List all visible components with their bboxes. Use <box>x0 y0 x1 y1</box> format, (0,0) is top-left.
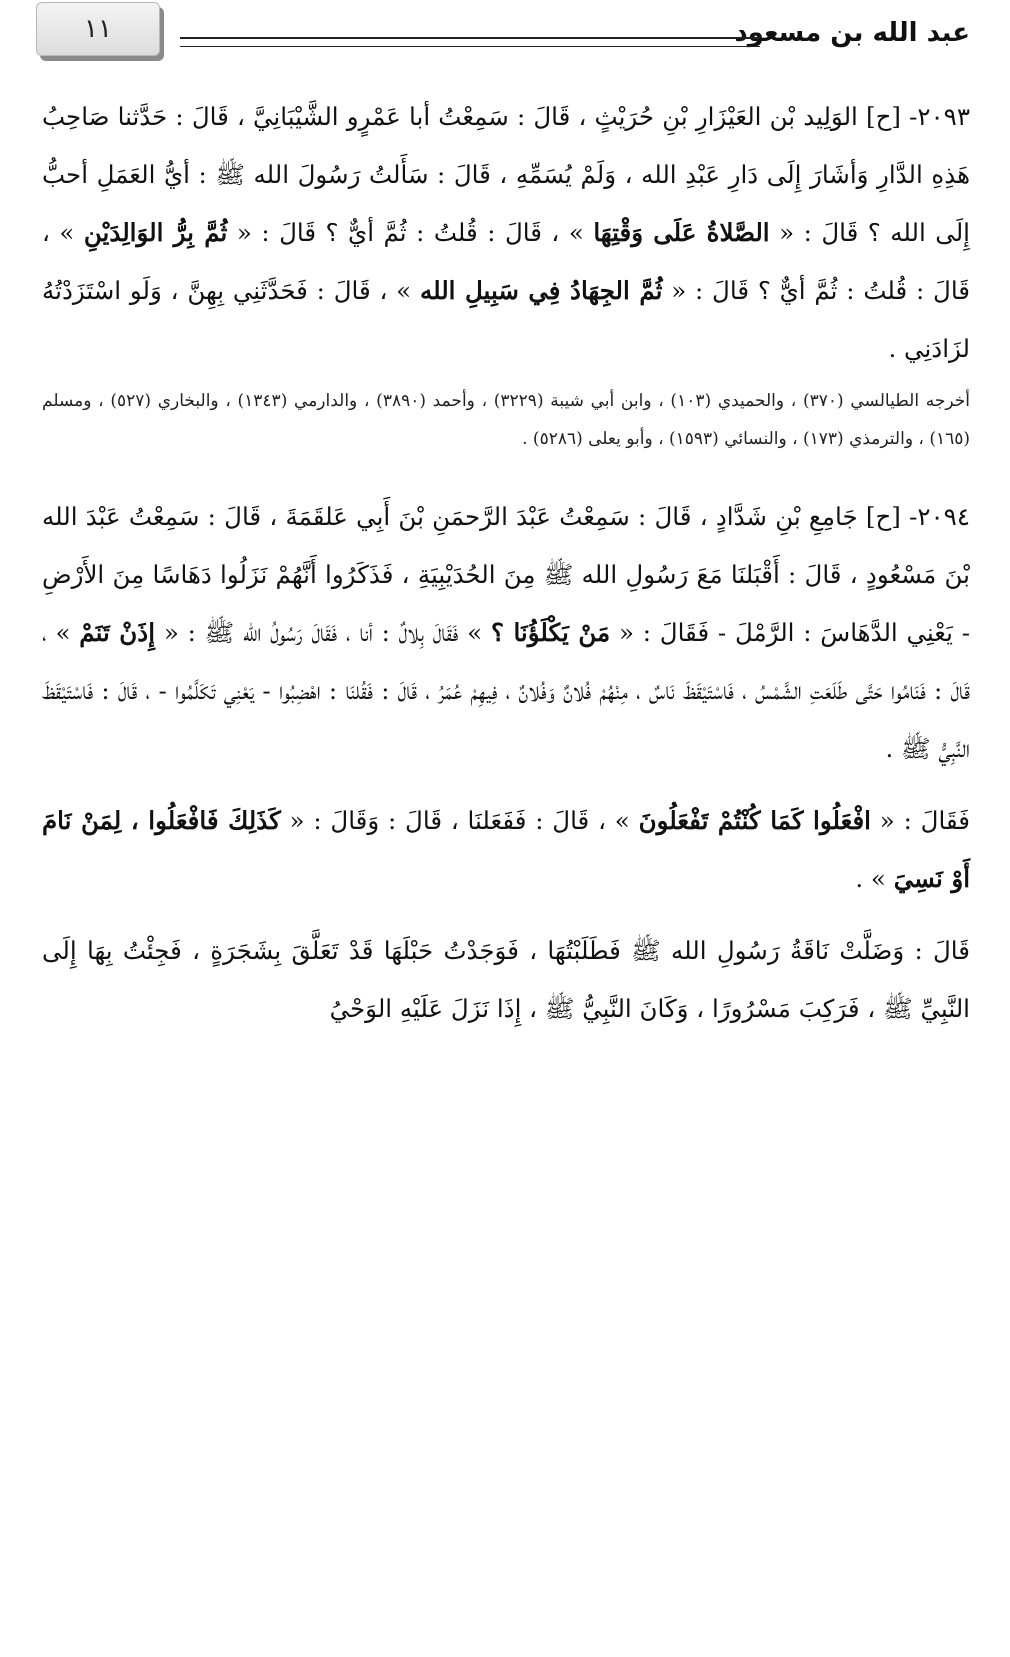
hadith-2093 <box>42 88 970 378</box>
quote-do-as-you-did: افْعَلُوا كَمَا كُنْتُمْ تَفْعَلُونَ <box>638 806 871 835</box>
para-2-text: فَقَالَ : « <box>879 806 971 835</box>
hadith-2094-para-3: قَالَ : وَضَلَّتْ نَاقَةُ رَسُولِ الله ﷺ فَطَلَبْتُهَا ، فَوَجَدْتُ حَبْلَهَا قَدْ تَعَلَّقَ بِشَجَرَةٍ ، فَجِئْتُ بِهَا إِلَى النَّبِيِّ ﷺ ، فَرَكِبَ مَسْرُورًا ، وَكَانَ النَّبِيُّ ﷺ ، إِذَا نَزَلَ عَلَيْهِ الوَحْيُ <box>42 936 970 1023</box>
page-number-tab <box>36 2 160 56</box>
hadith-2094-text: ٢٠٩٤- [ح] جَامِعِ بْنِ شَدَّادٍ ، قَالَ : سَمِعْتُ عَبْدَ الرَّحمَنِ بْنَ أَبِي عَلقَمَةَ ، قَالَ : سَمِعْتُ عَبْدَ الله بْنَ مَسْعُودٍ ، قَالَ : أَقْبَلنَا مَعَ رَسُولِ الله ﷺ مِنَ الحُدَيْبِيَةِ ، فَذَكَرُوا أَنَّهُمْ نَزَلُوا دَهَاسًا مِنَ الأَرْضِ - يَعْنِي الدَّهَاسَ : الرَّمْلَ - فَقَالَ : « <box>42 502 971 647</box>
page-content <box>42 88 970 1038</box>
quote-prayer-on-time: الصَّلاةُ عَلَى وَقْتِهَا <box>593 218 770 247</box>
page-header <box>0 0 1010 70</box>
hadith-2094 <box>42 488 970 778</box>
page-title: عبد الله بن مسعود <box>734 18 970 48</box>
page-number: ١١ <box>84 14 112 44</box>
para-2-text-2: » ، قَالَ : فَفَعَلنَا ، قَالَ : وَقَالَ : « <box>289 806 630 835</box>
quote-then-you-sleep: إِذَنْ تَنَمْ <box>79 618 156 647</box>
quote-who-guards-us: مَنْ يَكْلَؤُنَا ؟ <box>490 618 611 647</box>
hadith-2094-para-2 <box>42 792 970 908</box>
hadith-2094-text-3: » ، قَالَ : فَنَامُوا حَتَّى طَلَعَتِ الشَّمْسُ ، فَاسْتَيْقَظَ نَاسٌ ، مِنْهُمْ فُلانٌ وَفُلانٌ ، فِيهِمْ عُمَرُ ، قَالَ : فَقُلنَا : اهْضِبُوا - يَعْنِي تَكَلَّمُوا - ، قَالَ : فَاسْتَيْقَظَ النَّبِيُّ ﷺ . <box>42 618 970 763</box>
header-rule <box>180 37 760 47</box>
hadith-2093-text-4: » ، قَالَ : فَحَدَّثَنِي بِهِنَّ ، وَلَو اسْتَزَدْتُهُ لزَادَنِي . <box>42 276 970 363</box>
quote-jihad: ثُمَّ الجِهَادُ فِي سَبِيلِ الله <box>419 276 663 305</box>
para-2-text-3: » . <box>855 864 886 893</box>
footnote-2093: أخرجه الطيالسي (٣٧٠) ، والحميدي (١٠٣) ، وابن أبي شيبة (٣٢٢٩) ، وأحمد (٣٨٩٠) ، والدارمي (١٣٤٣) ، والبخاري (٥٢٧) ، ومسلم (١٦٥) ، والترمذي (١٧٣) ، والنسائي (١٥٩٣) ، وأبو يعلى (٥٢٨٦) . <box>42 391 970 449</box>
hadith-2094-text-2: » فَقَالَ بِلالٌ : أنا ، فَقَالَ رَسُولُ الله ﷺ : « <box>163 618 483 647</box>
quote-so-do-it: كَذَلِكَ فَافْعَلُوا ، لِمَنْ نَامَ أَوْ نَسِيَ <box>42 806 970 893</box>
hadith-2093-text-2: » ، قَالَ : قُلتُ : ثُمَّ أيٌّ ؟ قَالَ : « <box>236 218 584 247</box>
quote-kindness-parents: ثُمَّ بِرُّ الوَالِدَيْنِ <box>83 218 228 247</box>
hadith-2093-text-3: » ، قَالَ : قُلتُ : ثُمَّ أيٌّ ؟ قَالَ : « <box>42 218 970 305</box>
hadith-2093-text: ٢٠٩٣- [ح] الوَلِيد بْن العَيْزَارِ بْنِ حُرَيْثٍ ، قَالَ : سَمِعْتُ أبا عَمْرٍو الشَّيْبَانِيَّ ، قَالَ : حَدَّثنا صَاحِبُ هَذِهِ الدَّارِ وَأشَارَ إِلَى دَارِ عَبْدِ الله ، وَلَمْ يُسَمِّهِ ، قَالَ : سَأَلتُ رَسُولَ الله ﷺ : أيُّ العَمَلِ أحبُّ إِلَى الله ؟ قَالَ : « <box>42 102 970 247</box>
